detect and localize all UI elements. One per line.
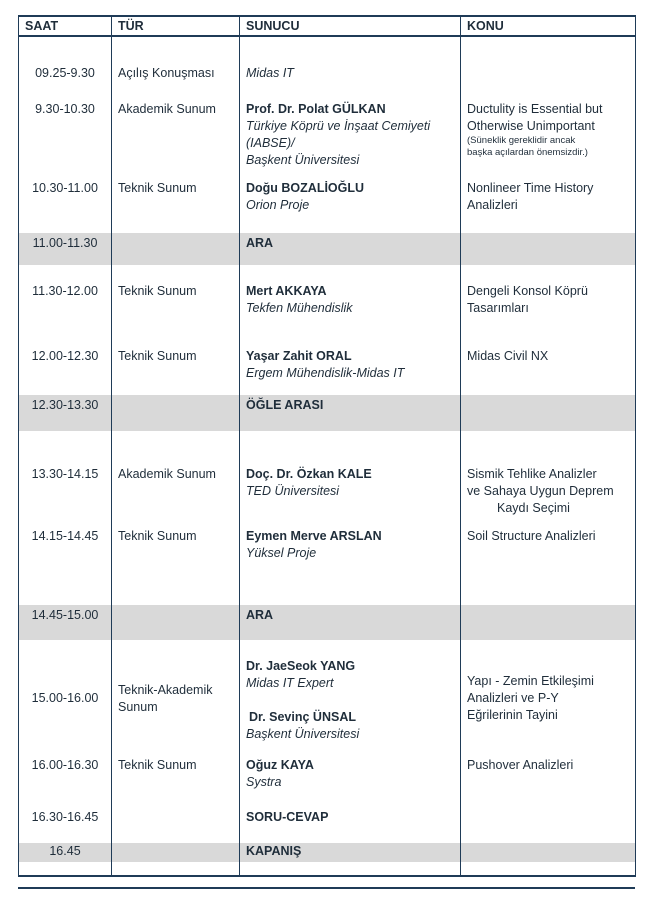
time-cell: 12.30-13.30	[19, 395, 112, 431]
type-cell: Teknik Sunum	[112, 757, 240, 809]
type-cell: Açılış Konuşması	[112, 65, 240, 101]
time-cell: 16.45	[19, 843, 112, 862]
topic-text: Kaydı Seçimi	[497, 501, 570, 515]
type-cell: Akademik Sunum	[112, 466, 240, 528]
topic-text: ve Sahaya Uygun Deprem	[467, 484, 614, 498]
speaker-cell	[240, 757, 461, 809]
table-row	[19, 180, 636, 233]
bottom-rule	[18, 887, 635, 889]
header-konu: KONU	[461, 16, 636, 36]
time-cell: 15.00-16.00	[19, 640, 112, 757]
type-cell: Akademik Sunum	[112, 101, 240, 180]
topic-cell	[461, 640, 636, 757]
topic-cell: Midas Civil NX	[461, 348, 636, 395]
topic-text: Yapı - Zemin Etkileşimi	[467, 674, 594, 688]
speaker-name: Mert AKKAYA	[246, 284, 327, 298]
org-text: Başkent Üniversitesi	[246, 727, 360, 741]
spacer-row	[19, 862, 636, 876]
speaker-cell	[240, 101, 461, 180]
org-text: Midas IT Expert	[246, 676, 334, 690]
speaker-cell	[240, 283, 461, 348]
break-row	[19, 233, 636, 265]
org-text: Ergem Mühendislik-Midas IT	[246, 366, 405, 380]
topic-note: başka açılardan önemsizdir.)	[467, 147, 588, 158]
speaker-name: Dr. JaeSeok YANG	[246, 659, 356, 673]
table-row	[19, 757, 636, 809]
closing-label: KAPANIŞ	[240, 843, 461, 862]
topic-text: Ductulity is Essential but	[467, 102, 603, 116]
speaker-cell	[240, 65, 461, 101]
time-cell: 16.00-16.30	[19, 757, 112, 809]
speaker-cell	[240, 348, 461, 395]
topic-text: Eğrilerinin Tayini	[467, 708, 558, 722]
topic-cell: Soil Structure Analizleri	[461, 528, 636, 605]
speaker-cell	[240, 466, 461, 528]
speaker-cell	[240, 180, 461, 233]
table-row	[19, 65, 636, 101]
break-row	[19, 395, 636, 431]
speaker-name: Prof. Dr. Polat GÜLKAN	[246, 102, 386, 116]
topic-cell	[461, 180, 636, 233]
topic-text: Nonlineer Time History	[467, 181, 594, 195]
break-label: ARA	[240, 233, 461, 265]
time-cell: 11.00-11.30	[19, 233, 112, 265]
type-cell: Teknik Sunum	[112, 283, 240, 348]
speaker-name: Yaşar Zahit ORAL	[246, 349, 352, 363]
break-row	[19, 843, 636, 862]
time-cell: 16.30-16.45	[19, 809, 112, 843]
speaker-cell	[240, 640, 461, 757]
time-cell: 13.30-14.15	[19, 466, 112, 528]
spacer-row	[19, 36, 636, 65]
topic-note: (Süneklik gereklidir ancak	[467, 135, 576, 146]
org-text: Systra	[246, 775, 282, 789]
type-cell: Teknik Sunum	[112, 348, 240, 395]
topic-text: Analizleri	[467, 198, 518, 212]
break-label: ÖĞLE ARASI	[240, 395, 461, 431]
topic-text: Sismik Tehlike Analizler	[467, 467, 597, 481]
time-cell: 09.25-9.30	[19, 65, 112, 101]
org-text: Orion Proje	[246, 198, 310, 212]
topic-text: Dengeli Konsol Köprü	[467, 284, 588, 298]
time-cell: 10.30-11.00	[19, 180, 112, 233]
topic-cell	[461, 101, 636, 180]
table-row	[19, 101, 636, 180]
header-tur: TÜR	[112, 16, 240, 36]
speaker-name: Oğuz KAYA	[246, 758, 314, 772]
org-text: Tekfen Mühendislik	[246, 301, 353, 315]
break-row	[19, 605, 636, 640]
type-cell: Teknik Sunum	[112, 180, 240, 233]
org-text: (IABSE)/	[246, 136, 295, 150]
type-text: Teknik-Akademik	[118, 682, 213, 697]
speaker-name: Doğu BOZALİOĞLU	[246, 181, 365, 195]
topic-text: Tasarımları	[467, 301, 529, 315]
org-text: Türkiye Köprü ve İnşaat Cemiyeti	[246, 119, 431, 133]
session-label: SORU-CEVAP	[240, 809, 461, 843]
speaker-cell	[240, 528, 461, 605]
topic-cell	[461, 65, 636, 101]
header-saat: SAAT	[19, 16, 112, 36]
table-row	[19, 809, 636, 843]
topic-cell: Pushover Analizleri	[461, 757, 636, 809]
type-text: Sunum	[118, 699, 158, 714]
topic-cell	[461, 466, 636, 528]
table-row	[19, 640, 636, 757]
table-row	[19, 528, 636, 605]
table-row	[19, 466, 636, 528]
type-cell: Teknik Sunum	[112, 528, 240, 605]
header-row	[19, 16, 636, 36]
topic-text: Analizleri ve P-Y	[467, 691, 559, 705]
time-cell: 14.15-14.45	[19, 528, 112, 605]
topic-cell	[461, 283, 636, 348]
schedule-table	[18, 15, 636, 877]
spacer-row	[19, 431, 636, 466]
speaker-name: Doç. Dr. Özkan KALE	[246, 467, 372, 481]
speaker-name: Eymen Merve ARSLAN	[246, 529, 382, 543]
topic-text: Otherwise Unimportant	[467, 119, 595, 133]
speaker-name: Dr. Sevinç ÜNSAL	[249, 710, 356, 724]
org-text: Midas IT	[246, 66, 294, 80]
type-cell	[112, 640, 240, 757]
table-row	[19, 283, 636, 348]
time-cell: 12.00-12.30	[19, 348, 112, 395]
time-cell: 14.45-15.00	[19, 605, 112, 640]
table-row	[19, 348, 636, 395]
time-cell: 11.30-12.00	[19, 283, 112, 348]
header-sunucu: SUNUCU	[240, 16, 461, 36]
break-label: ARA	[240, 605, 461, 640]
org-text: TED Üniversitesi	[246, 484, 340, 498]
org-text: Yüksel Proje	[246, 546, 317, 560]
spacer-row	[19, 265, 636, 283]
org-text: Başkent Üniversitesi	[246, 153, 360, 167]
time-cell: 9.30-10.30	[19, 101, 112, 180]
